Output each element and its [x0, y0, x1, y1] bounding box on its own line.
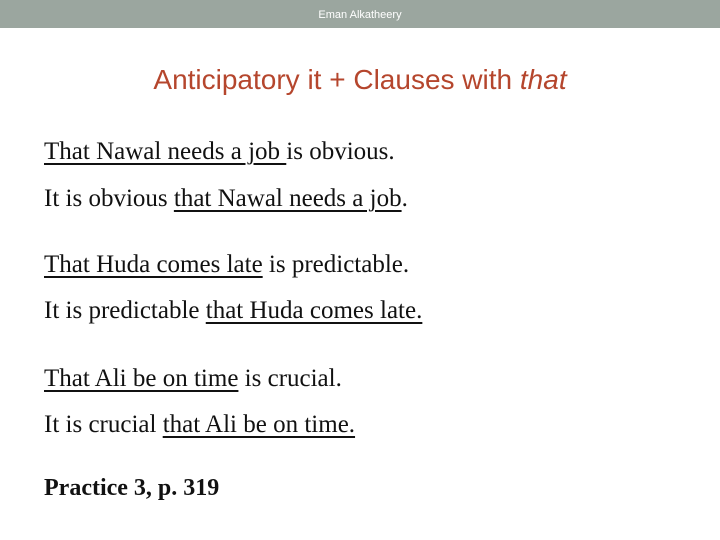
example-1-clause-subject: That Nawal needs a job [44, 138, 287, 165]
author-name: Eman Alkatheery [318, 9, 402, 21]
example-1-line-2 [44, 184, 408, 214]
example-1-line-1 [44, 137, 395, 167]
practice-reference: Practice 3, p. 319 [44, 475, 220, 501]
title-main-text: Anticipatory it + Clauses with [153, 64, 520, 95]
example-1-anticipatory: It is obvious [44, 185, 174, 212]
example-3-extraposed-clause: that Ali be on time. [162, 411, 356, 438]
slide-title [0, 64, 720, 96]
example-1-predicate: is obvious. [286, 138, 395, 165]
example-1-extraposed-clause: that Nawal needs a job [173, 185, 402, 212]
example-2-extraposed-clause: that Huda comes late. [205, 297, 423, 324]
example-3-anticipatory: It is crucial [44, 411, 163, 438]
example-3-predicate: is crucial. [238, 365, 342, 392]
example-2-line-2 [44, 296, 422, 326]
example-2-predicate: is predictable. [262, 251, 410, 278]
example-1-end-punct: . [401, 185, 408, 212]
example-3-clause-subject: That Ali be on time [44, 365, 239, 392]
example-2-line-1 [44, 250, 409, 280]
example-3-line-2 [44, 410, 355, 440]
example-2-clause-subject: That Huda comes late [44, 251, 263, 278]
title-italic-text: that [519, 64, 567, 95]
example-2-anticipatory: It is predictable [44, 297, 206, 324]
example-3-line-1 [44, 364, 342, 394]
